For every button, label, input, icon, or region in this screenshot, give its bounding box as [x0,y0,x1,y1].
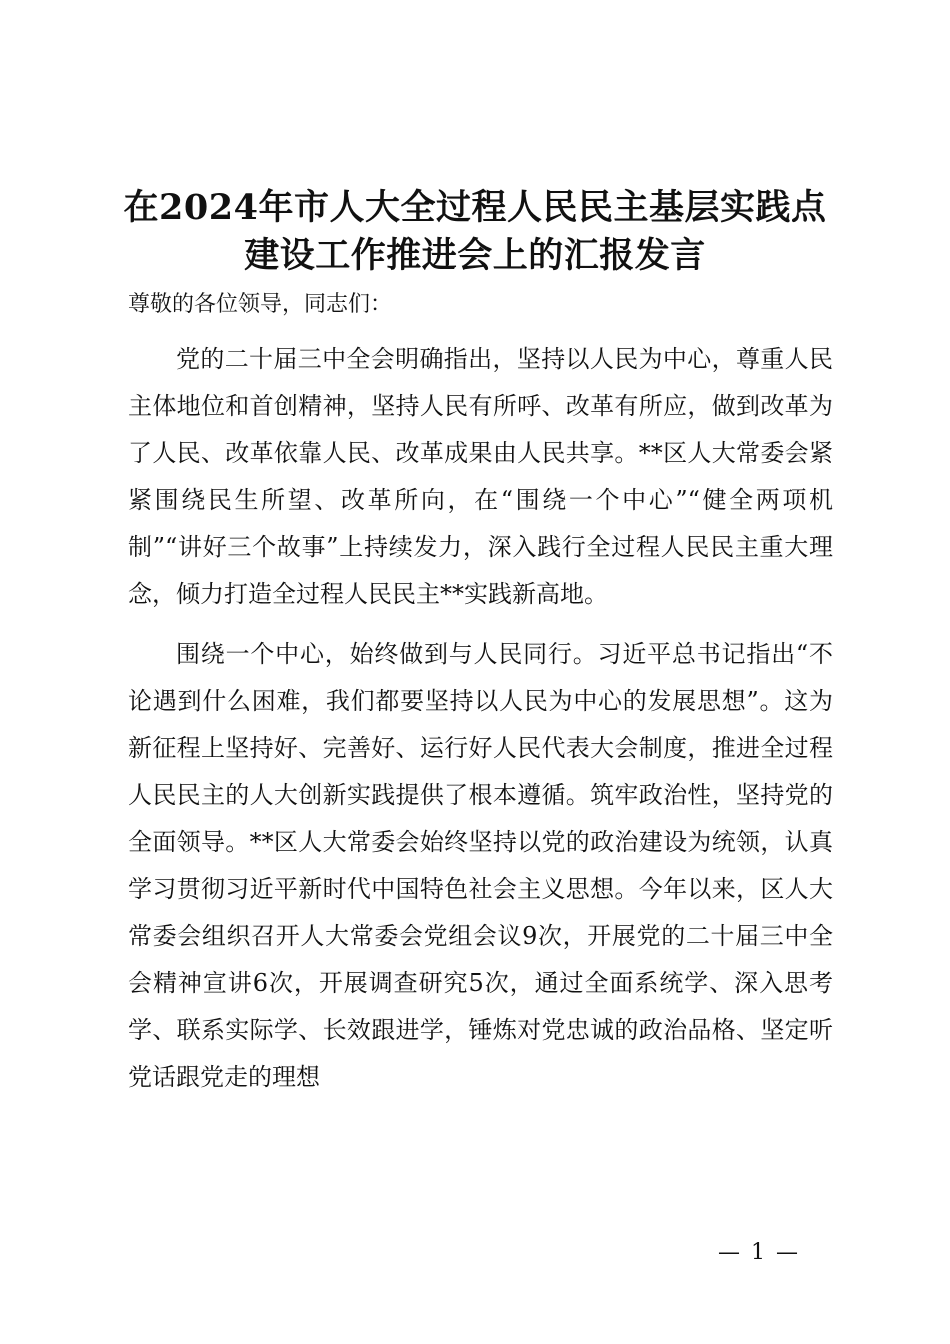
salutation: 尊敬的各位领导，同志们： [128,292,393,317]
document-body [128,336,833,1101]
paragraph: 围绕一个中心，始终做到与人民同行。习近平总书记指出“不论遇到什么困难，我们都要坚持以人民为中心的发展思想”。这为新征程上坚持好、完善好、运行好人民代表大会制度，推进全过程人民民主的人大创新实践提供了根本遵循。筑牢政治性，坚持党的全面领导。**区人大常委会始终坚持以党的政治建设为统领，认真学习贯彻习近平新时代中国特色社会主义思想。今年以来，区人大常委会组织召开人大常委会党组会议9次，开展党的二十届三中全会精神宣讲6次，开展调查研究5次，通过全面系统学、深入思考学、联系实际学、长效跟进学，锤炼对党忠诚的政治品格、坚定听党话跟党走的理想 [128,640,833,1091]
document-title-line-1: 在2024年市人大全过程人民民主基层实践点 [123,187,827,228]
paragraph: 党的二十届三中全会明确指出，坚持以人民为中心，尊重人民主体地位和首创精神，坚持人民有所呼、改革有所应，做到改革为了人民、改革依靠人民、改革成果由人民共享。**区人大常委会紧紧围绕民生所望、改革所向，在“围绕一个中心”“健全两项机制”“讲好三个故事”上持续发力，深入践行全过程人民民主重大理念，倾力打造全过程人民民主**实践新高地。 [128,345,833,608]
page-number: — 1 — [718,1240,800,1265]
document-title-line-2: 建设工作推进会上的汇报发言 [244,235,706,276]
